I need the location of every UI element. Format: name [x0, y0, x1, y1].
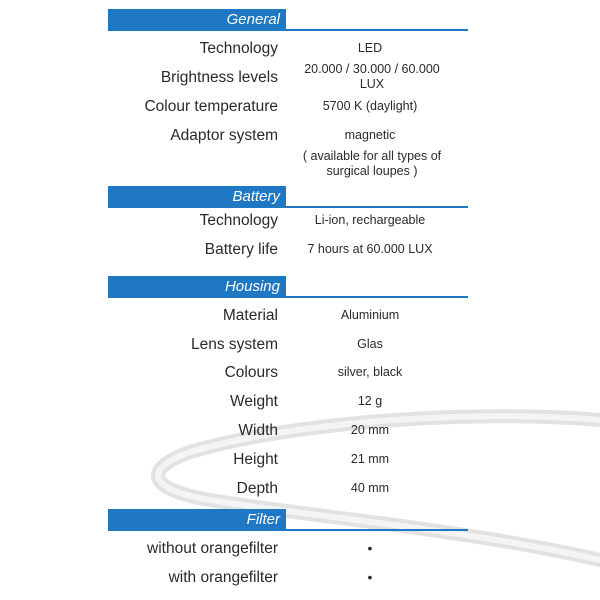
spec-label: Lens system — [190, 336, 278, 353]
header-rule — [286, 296, 468, 298]
spec-value: silver, black — [337, 365, 403, 379]
section-title: Filter — [246, 511, 280, 528]
spec-value: Glas — [357, 337, 383, 351]
spec-value: Li-ion, rechargeable — [314, 213, 426, 227]
header-rule — [286, 529, 468, 531]
spec-label: Colours — [224, 364, 278, 381]
spec-label: Height — [233, 451, 278, 468]
spec-label: Adaptor system — [170, 127, 278, 144]
section-header-filter — [108, 509, 468, 533]
spec-value: 20.000 / 30.000 / 60.000 LUX — [304, 62, 440, 91]
spec-label: Technology — [199, 40, 278, 57]
spec-value: 7 hours at 60.000 LUX — [307, 242, 433, 256]
spec-value: ( available for all types of surgical loupes ) — [302, 149, 442, 178]
spec-label: Brightness levels — [160, 69, 278, 86]
spec-value: 5700 K (daylight) — [322, 99, 418, 113]
section-header-battery — [108, 186, 468, 210]
spec-label: Width — [238, 422, 278, 439]
availability-dot: • — [367, 540, 373, 556]
spec-label: Depth — [236, 480, 278, 497]
spec-label: Technology — [199, 212, 278, 229]
section-header-general — [108, 9, 468, 33]
spec-value: 21 mm — [350, 452, 390, 466]
header-rule — [286, 206, 468, 208]
spec-label: Colour temperature — [144, 98, 278, 115]
spec-value: 12 g — [357, 394, 383, 408]
spec-value: 20 mm — [350, 423, 390, 437]
header-rule — [286, 29, 468, 31]
section-header-housing — [108, 276, 468, 300]
section-title: Battery — [232, 188, 280, 205]
spec-value: LED — [357, 41, 383, 55]
spec-value: Aluminium — [340, 308, 400, 322]
spec-value: magnetic — [344, 128, 396, 142]
spec-label: Battery life — [204, 241, 278, 258]
spec-label: Material — [222, 307, 278, 324]
spec-label: Weight — [230, 393, 278, 410]
spec-value: 40 mm — [350, 481, 390, 495]
spec-label: with orangefilter — [168, 569, 278, 586]
availability-dot: • — [367, 569, 373, 585]
section-title: General — [226, 11, 280, 28]
section-title: Housing — [224, 278, 280, 295]
spec-label: without orangefilter — [147, 540, 278, 557]
